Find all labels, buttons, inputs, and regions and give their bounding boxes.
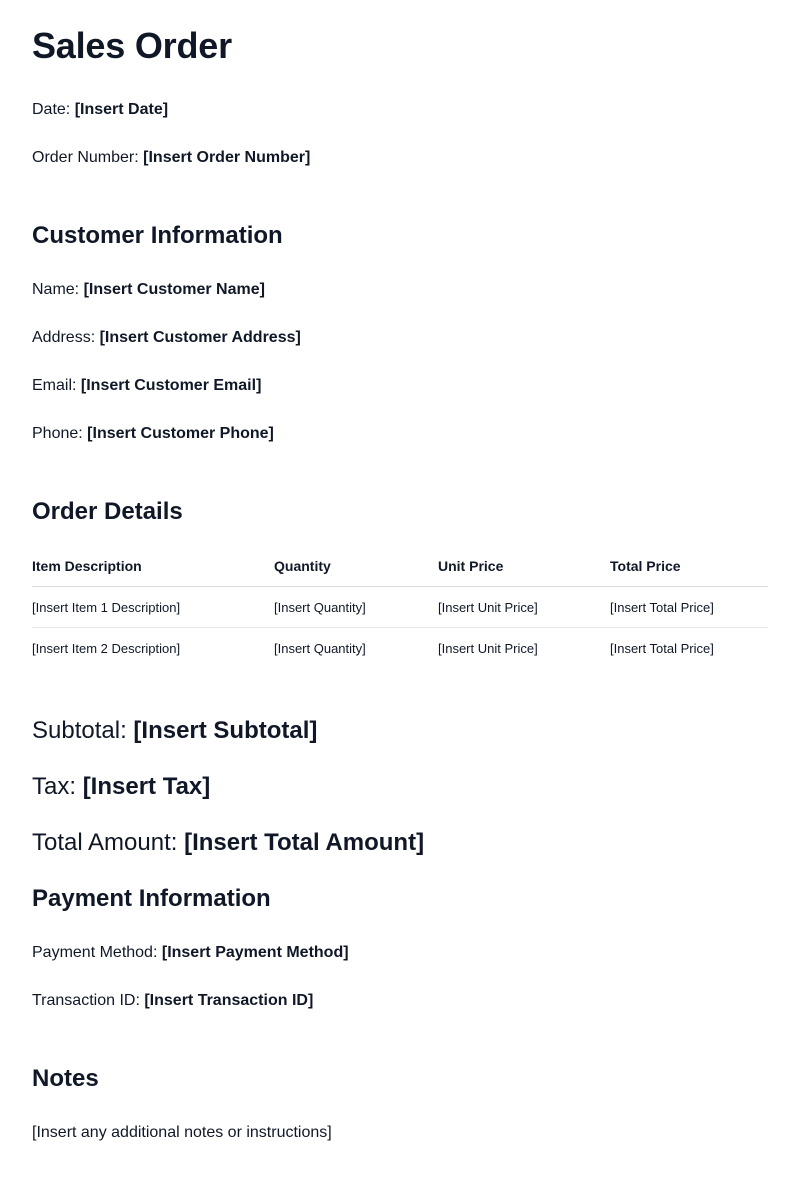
customer-email: [32, 376, 261, 396]
notes-heading: Notes: [32, 1065, 99, 1092]
order-details-heading: Order Details: [32, 498, 183, 525]
total-amount-label: Total Amount:: [32, 829, 178, 856]
tax-value: [Insert Tax]: [82, 773, 211, 800]
customer-email-label: Email:: [32, 377, 77, 394]
notes-text: [Insert any additional notes or instructions]: [32, 1124, 332, 1141]
payment-method: [32, 943, 349, 963]
table-row: [32, 587, 768, 628]
order-date-value: [Insert Date]: [74, 101, 169, 118]
customer-phone-value: [Insert Customer Phone]: [87, 425, 274, 442]
subtotal-label: Subtotal:: [32, 717, 127, 744]
column-header-quantity: Quantity: [274, 546, 438, 587]
cell-total-price: [Insert Total Price]: [610, 640, 714, 656]
table-row: [32, 628, 768, 669]
transaction-id-label: Transaction ID:: [32, 992, 140, 1009]
customer-phone-label: Phone:: [32, 425, 83, 442]
subtotal-value: [Insert Subtotal]: [133, 717, 318, 744]
order-date-label: Date:: [32, 101, 71, 118]
customer-address-value: [Insert Customer Address]: [99, 329, 301, 346]
cell-quantity: [Insert Quantity]: [274, 640, 366, 656]
column-header-item-description: Item Description: [32, 546, 274, 587]
cell-unit-price: [Insert Unit Price]: [438, 587, 610, 628]
page-title: Sales Order: [32, 25, 232, 66]
cell-item-description: [Insert Item 1 Description]: [32, 587, 274, 628]
order-number-value: [Insert Order Number]: [143, 149, 311, 166]
order-date: [32, 100, 168, 120]
payment-method-label: Payment Method:: [32, 944, 158, 961]
payment-method-value: [Insert Payment Method]: [161, 944, 349, 961]
customer-name-label: Name:: [32, 281, 80, 298]
cell-unit-price: [Insert Unit Price]: [438, 640, 538, 656]
total-amount: [32, 828, 424, 858]
cell-total-price: [Insert Total Price]: [610, 587, 768, 628]
column-header-unit-price: Unit Price: [438, 546, 610, 587]
column-header-total-price: Total Price: [610, 546, 768, 587]
customer-address: [32, 328, 301, 348]
payment-information-heading: Payment Information: [32, 885, 271, 912]
cell-quantity: [Insert Quantity]: [274, 587, 438, 628]
order-number-label: Order Number:: [32, 149, 139, 166]
order-items-table: [32, 546, 768, 668]
customer-address-label: Address:: [32, 329, 96, 346]
transaction-id-value: [Insert Transaction ID]: [144, 992, 314, 1009]
subtotal: [32, 716, 317, 746]
tax-label: Tax:: [32, 773, 77, 800]
table-header-row: [32, 546, 768, 587]
order-number: [32, 148, 310, 168]
customer-name-value: [Insert Customer Name]: [83, 281, 265, 298]
customer-phone: [32, 424, 274, 444]
customer-email-value: [Insert Customer Email]: [80, 377, 262, 394]
customer-information-heading: Customer Information: [32, 222, 283, 249]
tax: [32, 772, 210, 802]
transaction-id: [32, 991, 313, 1011]
total-amount-value: [Insert Total Amount]: [184, 829, 425, 856]
customer-name: [32, 280, 265, 300]
cell-item-description: [Insert Item 2 Description]: [32, 640, 181, 656]
